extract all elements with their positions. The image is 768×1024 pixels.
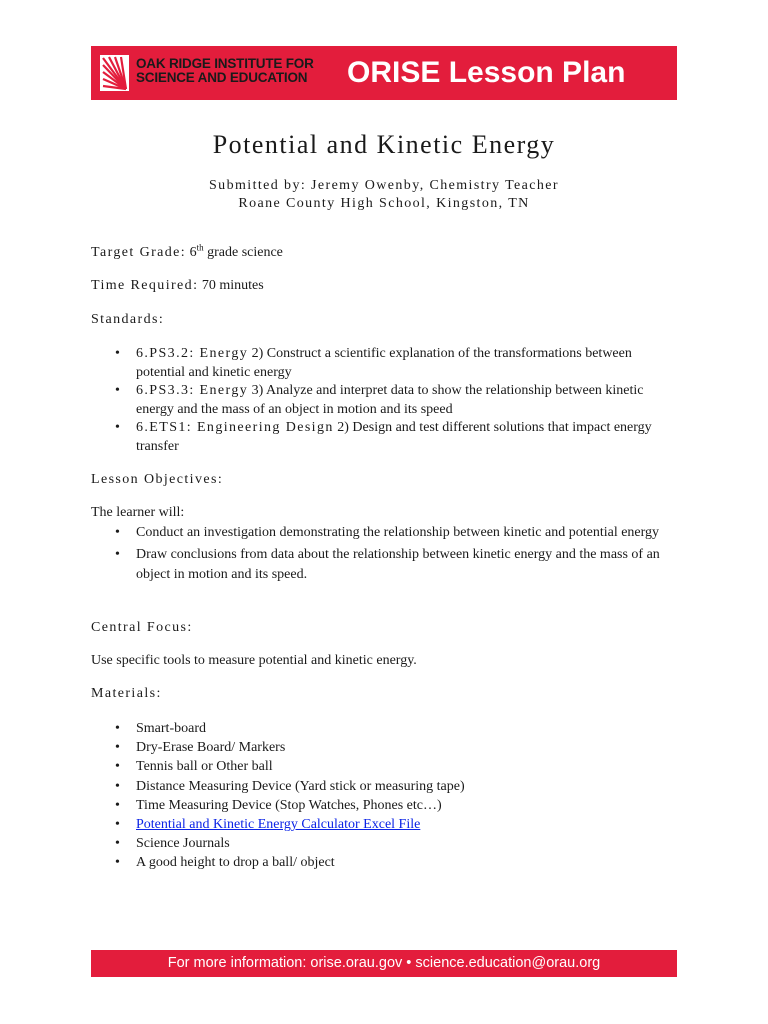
central-focus-heading: Central Focus:	[91, 620, 193, 635]
standard-code: 6.PS3.2: Energy	[136, 346, 249, 361]
target-grade-label: Target Grade:	[91, 245, 187, 260]
time-required-label: Time Required:	[91, 278, 199, 293]
school-info: Roane County High School, Kingston, TN	[238, 196, 530, 211]
time-required-line	[91, 278, 264, 294]
page-title: Potential and Kinetic Energy	[212, 130, 556, 159]
org-name	[136, 57, 314, 85]
standard-text: 2) Design and test different solutions that impact energy transfer	[136, 420, 652, 454]
target-grade-text: grade science	[203, 245, 283, 260]
materials-list	[115, 719, 675, 873]
org-name-line1: OAK RIDGE INSTITUTE FOR	[136, 56, 314, 71]
list-item	[115, 815, 675, 834]
objectives-intro: The learner will:	[91, 505, 185, 520]
list-item: • Conduct an investigation demonstrating the relationship between kinetic and potential energy	[115, 523, 675, 543]
calculator-excel-link[interactable]: Potential and Kinetic Energy Calculator Excel File	[136, 817, 421, 833]
list-item: • A good height to drop a ball/ object	[115, 853, 675, 872]
central-focus-text: Use specific tools to measure potential and kinetic energy.	[91, 653, 417, 668]
standard-code: 6.PS3.3: Energy	[136, 383, 249, 398]
sunburst-icon	[100, 55, 129, 91]
time-required-value: 70 minutes	[198, 278, 264, 293]
standards-heading: Standards:	[91, 312, 165, 327]
list-item: • Draw conclusions from data about the relationship between kinetic energy and the mass of an object in motion and its speed.	[115, 545, 675, 585]
target-grade-line	[91, 242, 283, 261]
footer-banner: For more information: orise.orau.gov • science.education@orau.org	[91, 950, 677, 977]
list-item	[115, 419, 675, 456]
org-name-line2: SCIENCE AND EDUCATION	[136, 70, 308, 85]
objectives-list	[115, 523, 675, 587]
list-item: • Time Measuring Device (Stop Watches, Phones etc…)	[115, 796, 675, 815]
target-grade-suffix: th	[196, 242, 204, 253]
list-item: • Science Journals	[115, 834, 675, 853]
standard-code: 6.ETS1: Engineering Design	[136, 420, 334, 435]
list-item: • Distance Measuring Device (Yard stick or measuring tape)	[115, 777, 675, 796]
standard-text: 3) Analyze and interpret data to show the relationship between kinetic energy and the mass of an object in motion and its speed	[136, 383, 644, 417]
list-item: • Dry-Erase Board/ Markers	[115, 738, 675, 757]
list-item: • Tennis ball or Other ball	[115, 757, 675, 776]
header-banner	[91, 46, 677, 100]
list-item	[115, 382, 675, 419]
objectives-heading: Lesson Objectives:	[91, 472, 224, 487]
list-item	[115, 345, 675, 382]
materials-heading: Materials:	[91, 686, 162, 701]
submitted-by: Submitted by: Jeremy Owenby, Chemistry Teacher	[209, 178, 559, 193]
orise-logo	[100, 55, 129, 91]
standard-text: 2) Construct a scientific explanation of the transformations between potential and kinetic energy	[136, 346, 632, 380]
lesson-plan-title: ORISE Lesson Plan	[347, 56, 626, 89]
standards-list	[115, 345, 675, 456]
target-grade-number: 6	[189, 245, 197, 260]
list-item: • Smart-board	[115, 719, 675, 738]
